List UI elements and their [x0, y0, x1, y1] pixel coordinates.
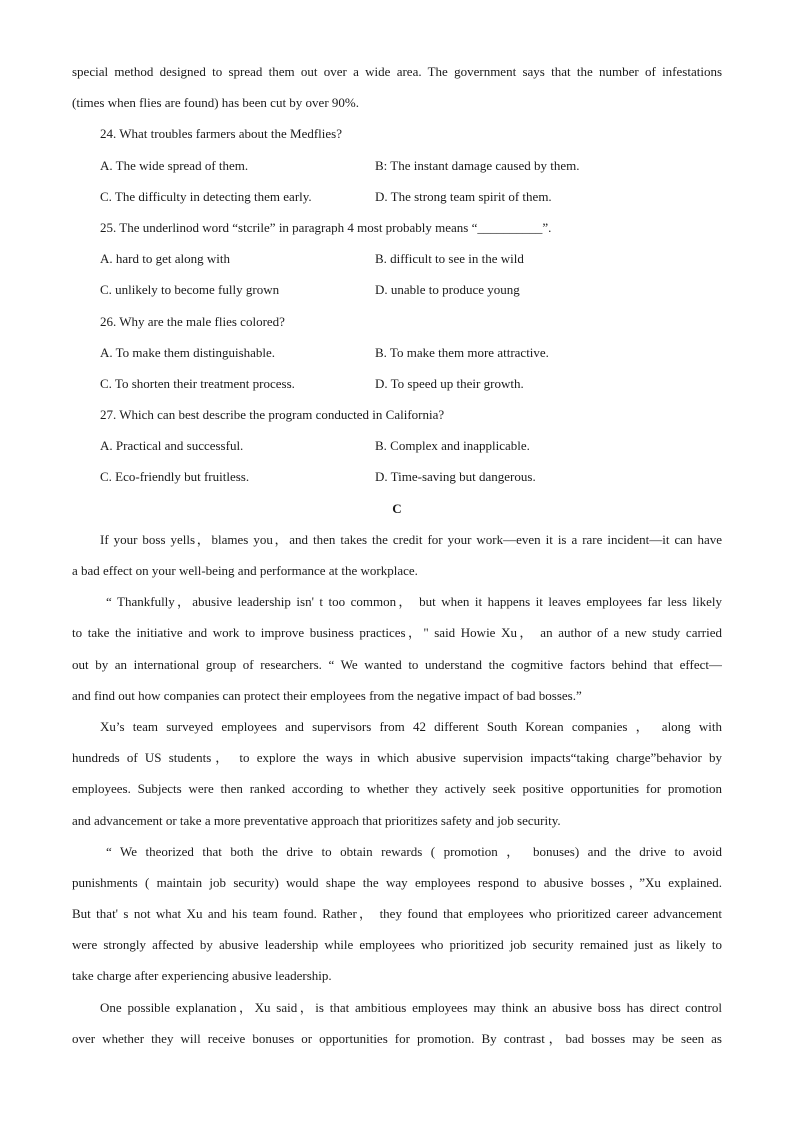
- section-c-heading: C: [392, 500, 402, 516]
- passage-text-line: (times when flies are found) has been cut by over 90%.: [72, 95, 359, 111]
- question-27-options-row-2: [72, 464, 722, 495]
- question-24-option-c: C. The difficulty in detecting them early.: [100, 188, 312, 204]
- question-26-options-row-2: [72, 371, 722, 402]
- question-27-option-a: A. Practical and successful.: [100, 438, 244, 454]
- question-26-options-row-1: [72, 340, 722, 371]
- passage-text-line: special method designed to spread them out over a wide area. The government says that the number of infestations: [72, 64, 722, 79]
- question-26-option-c: C. To shorten their treatment process.: [100, 375, 295, 391]
- section-c-line: out by an international group of researchers. “ We wanted to understand the cogmitive factors behind that effect—: [72, 656, 722, 672]
- document-page: [72, 59, 722, 1057]
- section-c-line: hundreds of US students， to explore the ways in which abusive supervision impacts“taking charge”behavior by: [72, 750, 722, 766]
- section-c-line: a bad effect on your well-being and performance at the workplace.: [72, 563, 418, 578]
- question-24-options-row-2: [72, 184, 722, 215]
- question-26-stem: 26. Why are the male flies colored?: [100, 313, 285, 329]
- question-26-option-a: A. To make them distinguishable.: [100, 344, 276, 360]
- question-24-option-a: A. The wide spread of them.: [100, 157, 249, 173]
- section-c-line: If your boss yells，blames you，and then takes the credit for your work—even it is a rare incident—it can have: [100, 531, 722, 547]
- question-24-stem: 24. What troubles farmers about the Medflies?: [100, 126, 342, 142]
- question-25-option-a: A. hard to get along with: [100, 251, 230, 267]
- question-27-option-c: C. Eco-friendly but fruitless.: [100, 469, 250, 485]
- section-c-line: were strongly affected by abusive leadership while employees who prioritized job security remained just as likely to: [72, 937, 722, 953]
- question-25-option-b: B. difficult to see in the wild: [375, 251, 524, 267]
- question-25-stem: 25. The underlinod word “stcrile” in paragraph 4 most probably means “__________”.: [100, 219, 552, 235]
- section-c-line: and advancement or take a more preventative approach that prioritizes safety and job security.: [72, 812, 561, 828]
- question-26-option-b: B. To make them more attractive.: [375, 344, 549, 360]
- question-25-option-d: D. unable to produce young: [375, 282, 520, 298]
- question-24-option-b: B: The instant damage caused by them.: [375, 157, 580, 173]
- question-27-option-d: D. Time-saving but dangerous.: [375, 469, 536, 485]
- question-25-options-row-2: [72, 277, 722, 308]
- question-27-stem: 27. Which can best describe the program conducted in California?: [100, 407, 445, 423]
- question-24-options-row-1: [72, 153, 722, 184]
- question-25-options-row-1: [72, 246, 722, 277]
- section-c-line: and find out how companies can protect their employees from the negative impact of bad bosses.”: [72, 687, 582, 703]
- question-25-option-c: C. unlikely to become fully grown: [100, 282, 280, 298]
- section-c-line: “ Thankfully，abusive leadership isn' t too common， but when it happens it leaves employees far less likely: [106, 594, 722, 610]
- question-24-option-d: D. The strong team spirit of them.: [375, 188, 552, 204]
- section-c-line: But that' s not what Xu and his team found. Rather， they found that employees who prioritized career advancement: [72, 906, 722, 922]
- section-c-line: take charge after experiencing abusive leadership.: [72, 968, 332, 984]
- section-c-line: employees. Subjects were then ranked according to whether they actively seek positive opportunities for promotion: [72, 781, 722, 797]
- question-27-option-b: B. Complex and inapplicable.: [375, 438, 530, 454]
- section-c-line: over whether they will receive bonuses or opportunities for promotion. By contrast，bad bosses may be seen as: [72, 1030, 722, 1046]
- question-26-option-d: D. To speed up their growth.: [375, 375, 524, 391]
- section-c-line: to take the initiative and work to improve business practices，" said Howie Xu， an author of a new study carried: [72, 625, 722, 641]
- section-c-line: One possible explanation，Xu said，is that ambitious employees may think an abusive boss has direct control: [100, 999, 722, 1015]
- question-27-options-row-1: [72, 433, 722, 464]
- section-c-line: Xu’s team surveyed employees and supervisors from 42 different South Korean companies ， along with: [100, 718, 722, 734]
- section-c-line: “ We theorized that both the drive to obtain rewards ( promotion ， bonuses) and the drive to avoid: [106, 843, 722, 859]
- section-c-line: punishments ( maintain job security) would shape the way employees respond to abusive bosses，”Xu explained.: [72, 874, 722, 890]
